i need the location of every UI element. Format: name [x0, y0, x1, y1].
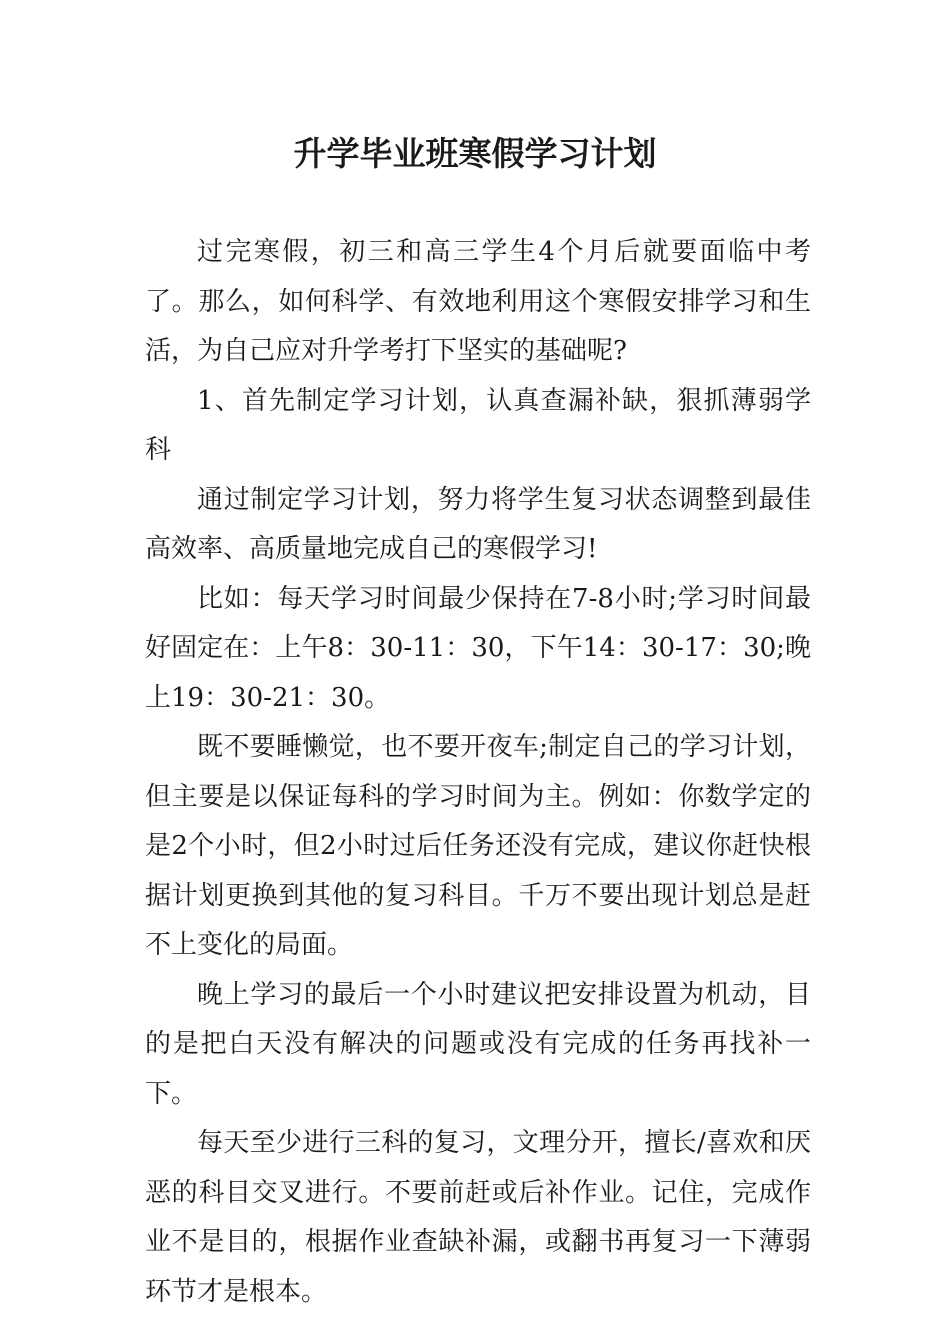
document-title: 升学毕业班寒假学习计划: [293, 134, 657, 173]
paragraph-daily-review: 每天至少进行三科的复习，文理分开，擅长/喜欢和厌恶的科目交叉进行。不要前赶或后补作业。记住，完成作业不是目的，根据作业查缺补漏，或翻书再复习一下薄弱环节才是根本。: [145, 1128, 811, 1307]
paragraph-schedule: 比如：每天学习时间最少保持在7-8小时;学习时间最好固定在：上午8：30-11：30，下午14：30-17：30;晚上19：30-21：30。: [145, 583, 811, 713]
paragraph-plan: 通过制定学习计划，努力将学生复习状态调整到最佳高效率、高质量地完成自己的寒假学习!: [145, 484, 811, 564]
paragraph-heading-1: 1、首先制定学习计划，认真查漏补缺，狠抓薄弱学科: [145, 385, 811, 465]
paragraph-evening: 晚上学习的最后一个小时建议把安排设置为机动，目的是把白天没有解决的问题或没有完成的任务再找补一下。: [145, 979, 811, 1109]
paragraph-sleep: 既不要睡懒觉，也不要开夜车;制定自己的学习计划，但主要是以保证每科的学习时间为主。例如：你数学定的是2个小时，但2小时过后任务还没有完成，建议你赶快根据计划更换到其他的复习科目。千万不要出现计划总是赶不上变化的局面。: [145, 732, 811, 960]
document-body: [145, 228, 811, 1317]
paragraph-intro: 过完寒假，初三和高三学生4个月后就要面临中考了。那么，如何科学、有效地利用这个寒假安排学习和生活，为自己应对升学考打下坚实的基础呢?: [145, 237, 811, 366]
